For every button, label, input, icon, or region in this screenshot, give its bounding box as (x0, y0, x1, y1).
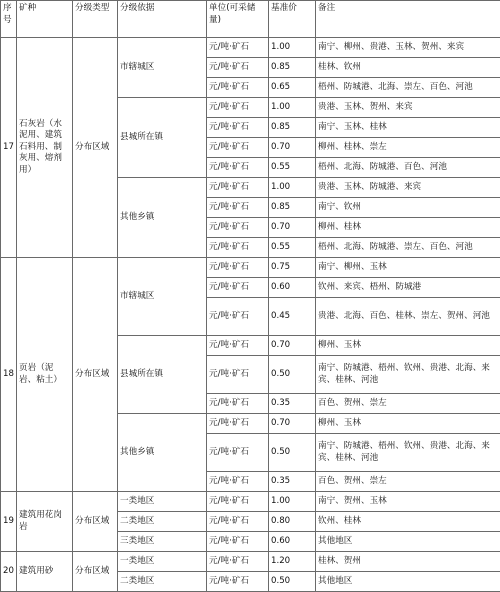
mineral-cell: 石灰岩（水泥用、建筑石料用、制灰用、熔剂用） (17, 38, 73, 258)
unit-cell: 元/吨·矿石 (207, 278, 269, 298)
remark-cell: 南宁、玉林、桂林 (316, 118, 500, 138)
basis-cell: 县城所在镇 (118, 98, 207, 178)
unit-cell: 元/吨·矿石 (207, 58, 269, 78)
price-cell: 0.50 (269, 356, 316, 394)
header-row (1, 1, 500, 38)
remark-cell: 柳州、玉林 (316, 336, 500, 356)
unit-cell: 元/吨·矿石 (207, 158, 269, 178)
basis-cell: 县城所在镇 (118, 336, 207, 414)
remark-cell: 百色、贺州、崇左 (316, 394, 500, 414)
table-row (1, 552, 500, 572)
basis-cell: 二类地区 (118, 512, 207, 532)
price-cell: 1.00 (269, 38, 316, 58)
price-cell: 0.50 (269, 572, 316, 592)
basis-cell: 市辖城区 (118, 38, 207, 98)
price-cell: 0.60 (269, 278, 316, 298)
price-cell: 0.70 (269, 336, 316, 356)
basis-cell: 二类地区 (118, 572, 207, 592)
unit-cell: 元/吨·矿石 (207, 138, 269, 158)
mineral-cell: 建筑用花岗岩 (17, 492, 73, 552)
remark-cell: 钦州、桂林 (316, 512, 500, 532)
remark-cell: 梧州、北海、防城港、崇左、百色、河池 (316, 238, 500, 258)
zone-type-cell: 分布区域 (73, 38, 118, 258)
table-row (1, 492, 500, 512)
zone-type-cell: 分布区域 (73, 552, 118, 592)
header-price: 基准价 (269, 1, 316, 38)
price-cell: 0.70 (269, 138, 316, 158)
price-cell: 0.35 (269, 472, 316, 492)
unit-cell: 元/吨·矿石 (207, 336, 269, 356)
remark-cell: 贵港、玉林、防城港、来宾 (316, 178, 500, 198)
price-cell: 0.65 (269, 78, 316, 98)
seq-cell: 20 (1, 552, 17, 592)
basis-cell: 一类地区 (118, 492, 207, 512)
unit-cell: 元/吨·矿石 (207, 394, 269, 414)
remark-cell: 柳州、桂林 (316, 218, 500, 238)
mineral-cell: 页岩（泥岩、粘土） (17, 258, 73, 492)
unit-cell: 元/吨·矿石 (207, 356, 269, 394)
price-cell: 0.55 (269, 158, 316, 178)
unit-cell: 元/吨·矿石 (207, 532, 269, 552)
price-cell: 0.35 (269, 394, 316, 414)
basis-cell: 其他乡镇 (118, 414, 207, 492)
price-cell: 1.00 (269, 178, 316, 198)
remark-cell: 贵港、北海、百色、桂林、崇左、贺州、河池 (316, 298, 500, 336)
price-cell: 0.80 (269, 512, 316, 532)
price-cell: 0.70 (269, 414, 316, 434)
remark-cell: 南宁、钦州 (316, 198, 500, 218)
price-cell: 0.85 (269, 58, 316, 78)
seq-cell: 19 (1, 492, 17, 552)
unit-cell: 元/吨·矿石 (207, 492, 269, 512)
unit-cell: 元/吨·矿石 (207, 512, 269, 532)
unit-cell: 元/吨·矿石 (207, 414, 269, 434)
remark-cell: 南宁、防城港、梧州、钦州、贵港、北海、来宾、桂林、河池 (316, 434, 500, 472)
price-cell: 0.55 (269, 238, 316, 258)
remark-cell: 其他地区 (316, 532, 500, 552)
unit-cell: 元/吨·矿石 (207, 472, 269, 492)
header-zone-type: 分级类型 (73, 1, 118, 38)
price-cell: 0.85 (269, 198, 316, 218)
unit-cell: 元/吨·矿石 (207, 238, 269, 258)
unit-cell: 元/吨·矿石 (207, 298, 269, 336)
remark-cell: 其他地区 (316, 572, 500, 592)
seq-cell: 18 (1, 258, 17, 492)
seq-cell: 17 (1, 38, 17, 258)
remark-cell: 百色、贺州、崇左 (316, 472, 500, 492)
price-cell: 1.00 (269, 98, 316, 118)
header-mineral: 矿种 (17, 1, 73, 38)
price-cell: 0.50 (269, 434, 316, 472)
header-seq: 序号 (1, 1, 17, 38)
remark-cell: 南宁、柳州、玉林 (316, 258, 500, 278)
basis-cell: 其他乡镇 (118, 178, 207, 258)
table-row (1, 258, 500, 278)
table-row (1, 38, 500, 58)
price-cell: 1.20 (269, 552, 316, 572)
remark-cell: 柳州、玉林 (316, 414, 500, 434)
unit-cell: 元/吨·矿石 (207, 218, 269, 238)
remark-cell: 钦州、来宾、梧州、防城港 (316, 278, 500, 298)
unit-cell: 元/吨·矿石 (207, 178, 269, 198)
price-cell: 0.60 (269, 532, 316, 552)
header-unit: 单位(可采储量) (207, 1, 269, 38)
remark-cell: 梧州、北海、防城港、百色、河池 (316, 158, 500, 178)
basis-cell: 三类地区 (118, 532, 207, 552)
remark-cell: 南宁、柳州、贵港、玉林、贺州、来宾 (316, 38, 500, 58)
unit-cell: 元/吨·矿石 (207, 572, 269, 592)
price-cell: 0.85 (269, 118, 316, 138)
mineral-cell: 建筑用砂 (17, 552, 73, 592)
remark-cell: 南宁、贺州、玉林 (316, 492, 500, 512)
remark-cell: 贵港、玉林、贺州、来宾 (316, 98, 500, 118)
header-basis: 分级依据 (118, 1, 207, 38)
remark-cell: 梧州、防城港、北海、崇左、百色、河池 (316, 78, 500, 98)
unit-cell: 元/吨·矿石 (207, 38, 269, 58)
table-body (1, 1, 500, 592)
remark-cell: 南宁、防城港、梧州、钦州、贵港、北海、来宾、桂林、河池 (316, 356, 500, 394)
unit-cell: 元/吨·矿石 (207, 434, 269, 472)
unit-cell: 元/吨·矿石 (207, 98, 269, 118)
remark-cell: 桂林、贺州 (316, 552, 500, 572)
zone-type-cell: 分布区域 (73, 492, 118, 552)
remark-cell: 柳州、桂林、崇左 (316, 138, 500, 158)
unit-cell: 元/吨·矿石 (207, 198, 269, 218)
price-cell: 1.00 (269, 492, 316, 512)
price-cell: 0.70 (269, 218, 316, 238)
basis-cell: 市辖城区 (118, 258, 207, 336)
price-cell: 0.75 (269, 258, 316, 278)
unit-cell: 元/吨·矿石 (207, 258, 269, 278)
unit-cell: 元/吨·矿石 (207, 118, 269, 138)
unit-cell: 元/吨·矿石 (207, 552, 269, 572)
header-remark: 备注 (316, 1, 500, 38)
price-cell: 0.45 (269, 298, 316, 336)
zone-type-cell: 分布区域 (73, 258, 118, 492)
basis-cell: 一类地区 (118, 552, 207, 572)
unit-cell: 元/吨·矿石 (207, 78, 269, 98)
remark-cell: 桂林、钦州 (316, 58, 500, 78)
